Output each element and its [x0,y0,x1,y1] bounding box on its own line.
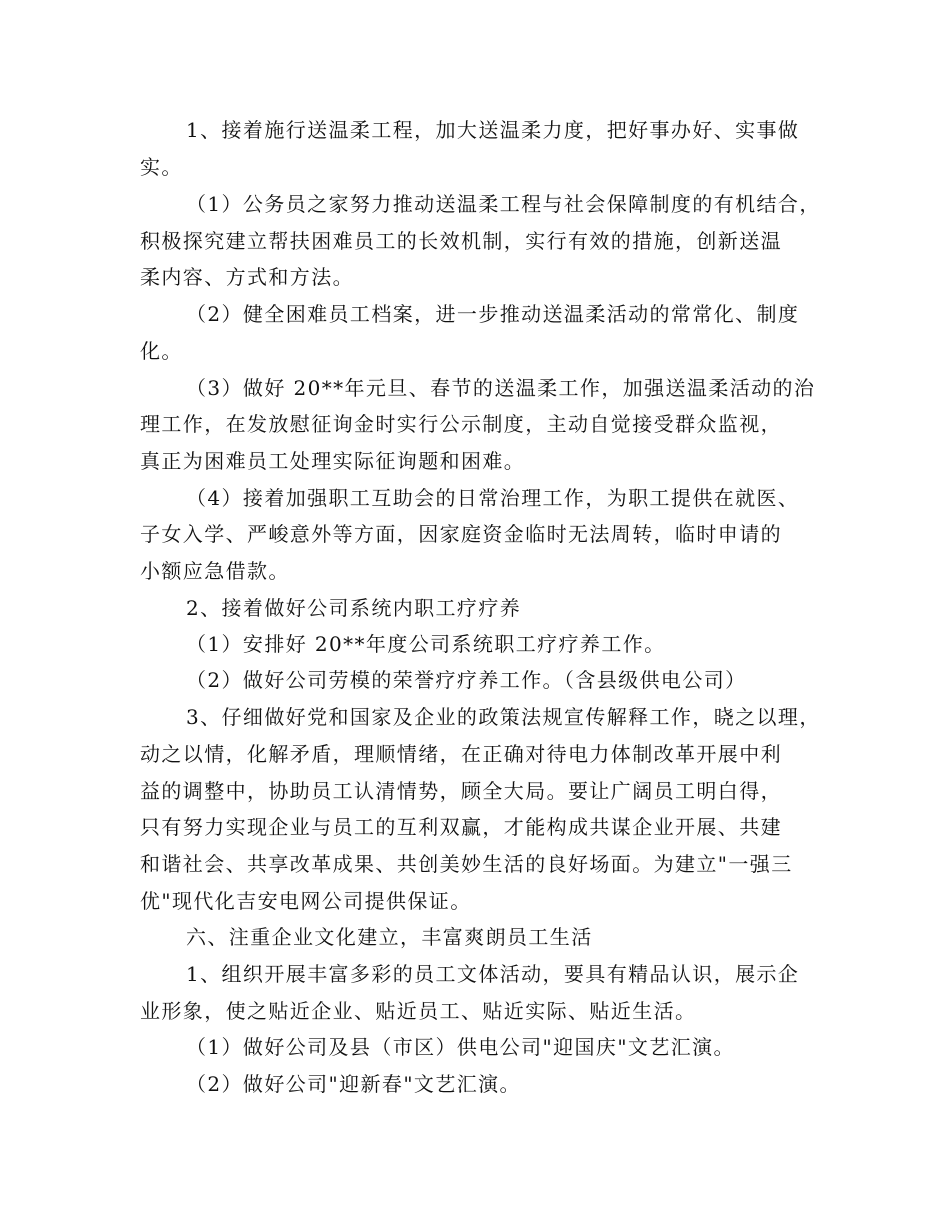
text-line: 化。 [140,339,183,363]
text-line: 真正为困难员工处理实际征询题和困难。 [140,449,526,473]
text-line: 只有努力实现企业与员工的互利双赢，才能构成共谋企业开展、共建 [140,815,782,839]
text-line: （2）做好公司劳模的荣誉疗疗养工作。（含县级供电公司） [186,668,747,692]
text-line: 实。 [140,155,183,179]
text-line: 2、接着做好公司系统内职工疗疗养 [186,596,522,620]
text-line: （1）安排好 20**年度公司系统职工疗疗养工作。 [186,632,666,656]
text-line: （2）做好公司"迎新春"文艺汇演。 [186,1072,521,1096]
text-line: 动之以情，化解矛盾，理顺情绪，在正确对待电力体制改革开展中利 [140,742,782,766]
text-line: （1）做好公司及县（市区）供电公司"迎国庆"文艺汇演。 [186,1035,735,1059]
text-line: 积极探究建立帮扶困难员工的长效机制，实行有效的措施，创新送温 [140,229,782,253]
text-line: 优"现代化吉安电网公司提供保证。 [140,889,472,913]
text-line: 3、仔细做好党和国家及企业的政策法规宣传解释工作，晓之以理， [186,705,821,729]
text-line: 1、接着施行送温柔工程，加大送温柔力度，把好事办好、实事做 [186,118,800,142]
text-line: 理工作，在发放慰征询金时实行公示制度，主动自觉接受群众监视， [140,412,782,436]
section-heading: 六、注重企业文化建立，丰富爽朗员工生活 [186,925,593,949]
text-line: 子女入学、严峻意外等方面，因家庭资金临时无法周转，临时申请的 [140,522,782,546]
text-line: 益的调整中，协助员工认清情势，顾全大局。要让广阔员工明白得， [140,779,782,803]
text-line: 小额应急借款。 [140,559,290,583]
text-line: （2）健全困难员工档案，进一步推动送温柔活动的常常化、制度 [186,302,800,326]
text-line: （4）接着加强职工互助会的日常治理工作，为职工提供在就医、 [186,486,800,510]
text-line: 和谐社会、共享改革成果、共创美妙生活的良好场面。为建立"一强三 [140,852,793,876]
text-line: （3）做好 20**年元旦、春节的送温柔工作，加强送温柔活动的治 [186,376,816,400]
text-line: 1、组织开展丰富多彩的员工文体活动，要具有精品认识，展示企 [186,962,800,986]
text-line: 业形象，使之贴近企业、贴近员工、贴近实际、贴近生活。 [140,999,697,1023]
text-line: （1）公务员之家努力推动送温柔工程与社会保障制度的有机结合， [186,192,821,216]
text-line: 柔内容、方式和方法。 [140,265,354,289]
